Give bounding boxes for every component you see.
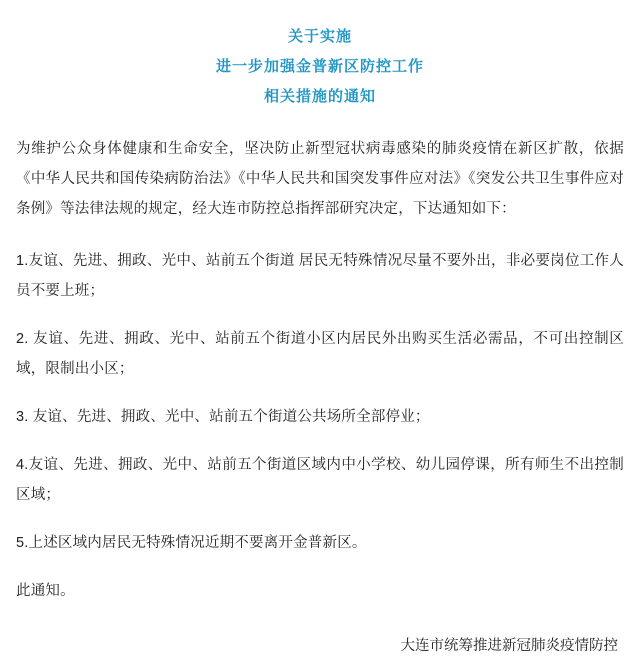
document-signature: 大连市统筹推进新冠肺炎疫情防控 [400, 638, 618, 654]
title-line-1: 关于实施 [287, 28, 352, 45]
paragraph-item-4: 4.友谊、先进、拥政、光中、站前五个街道区域内中小学校、幼儿园停课，所有师生不出控制区域； [16, 457, 624, 503]
paragraph-item-5: 5.上述区域内居民无特殊情况近期不要离开金普新区。 [16, 535, 367, 551]
document-title [16, 22, 624, 112]
title-line-2: 进一步加强金普新区防控工作 [215, 58, 424, 75]
paragraph-intro: 为维护公众身体健康和生命安全，坚决防止新型冠状病毒感染的肺炎疫情在新区扩散，依据《中华人民共和国传染病防治法》《中华人民共和国突发事件应对法》《突发公共卫生事件应对条例》等法律法规的规定，经大连市防控总指挥部研究决定，下达通知如下： [16, 141, 624, 217]
paragraph-closing: 此通知。 [16, 583, 75, 599]
document-body [16, 134, 624, 606]
title-line-3: 相关措施的通知 [263, 88, 376, 105]
paragraph-item-2: 2. 友谊、先进、拥政、光中、站前五个街道小区内居民外出购买生活必需品，不可出控制区域，限制出小区； [16, 331, 624, 377]
paragraph-item-3: 3. 友谊、先进、拥政、光中、站前五个街道公共场所全部停业； [16, 409, 430, 425]
paragraph-item-1: 1.友谊、先进、拥政、光中、站前五个街道 居民无特殊情况尽量不要外出，非必要岗位工作人员不要上班； [16, 253, 624, 299]
